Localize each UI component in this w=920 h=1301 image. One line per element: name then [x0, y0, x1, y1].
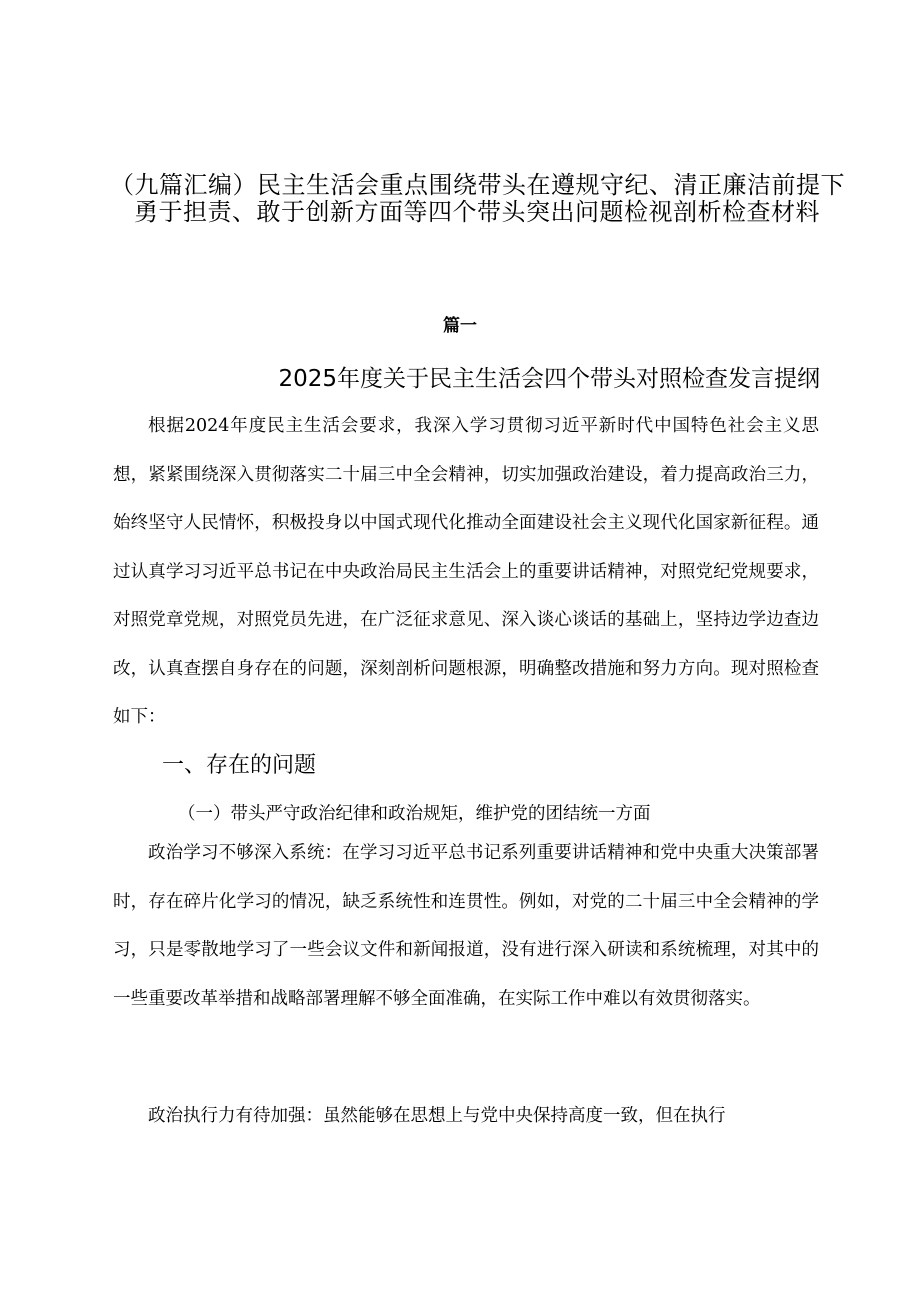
document-title-line-2: 勇于担责、敢于创新方面等四个带头突出问题检视剖析检查材料 [134, 198, 820, 226]
paragraph-political-execution: 政治执行力有待加强：虽然能够在思想上与党中央保持高度一致，但在执行 [148, 1106, 726, 1126]
paragraph-political-study: 政治学习不够深入系统：在学习习近平总书记系列重要讲话精神和党中央重大决策部署时，存在碎片化学习的情况，缺乏系统性和连贯性。例如，对党的二十届三中全会精神的学习，只是零散地学习了一些会议文件和新闻报道，没有进行深入研读和系统梳理，对其中的一些重要改革举措和战略部署理解不够全面准确，在实际工作中难以有效贯彻落实。 [113, 843, 819, 1009]
intro-paragraph: 根据2024年度民主生活会要求，我深入学习贯彻习近平新时代中国特色社会主义思想，紧紧围绕深入贯彻落实二十届三中全会精神，切实加强政治建设，着力提高政治三力，始终坚守人民情怀，积极投身以中国式现代化推动全面建设社会主义现代化国家新征程。通过认真学习习近平总书记在中央政治局民主生活会上的重要讲话精神，对照党纪党规要求，对照党章党规，对照党员先进，在广泛征求意见、深入谈心谈话的基础上，坚持边学边查边改，认真查摆自身存在的问题，深刻剖析问题根源，明确整改措施和努力方向。现对照检查如下： [113, 416, 819, 727]
subsection-heading: （一）带头严守政治纪律和政治规矩，维护党的团结统一方面 [178, 804, 651, 824]
part-label: 篇一 [443, 316, 477, 336]
section-heading: 一、存在的问题 [162, 753, 317, 778]
document-title-line-1: （九篇汇编）民主生活会重点围绕带头在遵规守纪、清正廉洁前提下 [110, 171, 845, 199]
speech-outline-title: 2025年度关于民主生活会四个带头对照检查发言提纲 [278, 366, 820, 392]
